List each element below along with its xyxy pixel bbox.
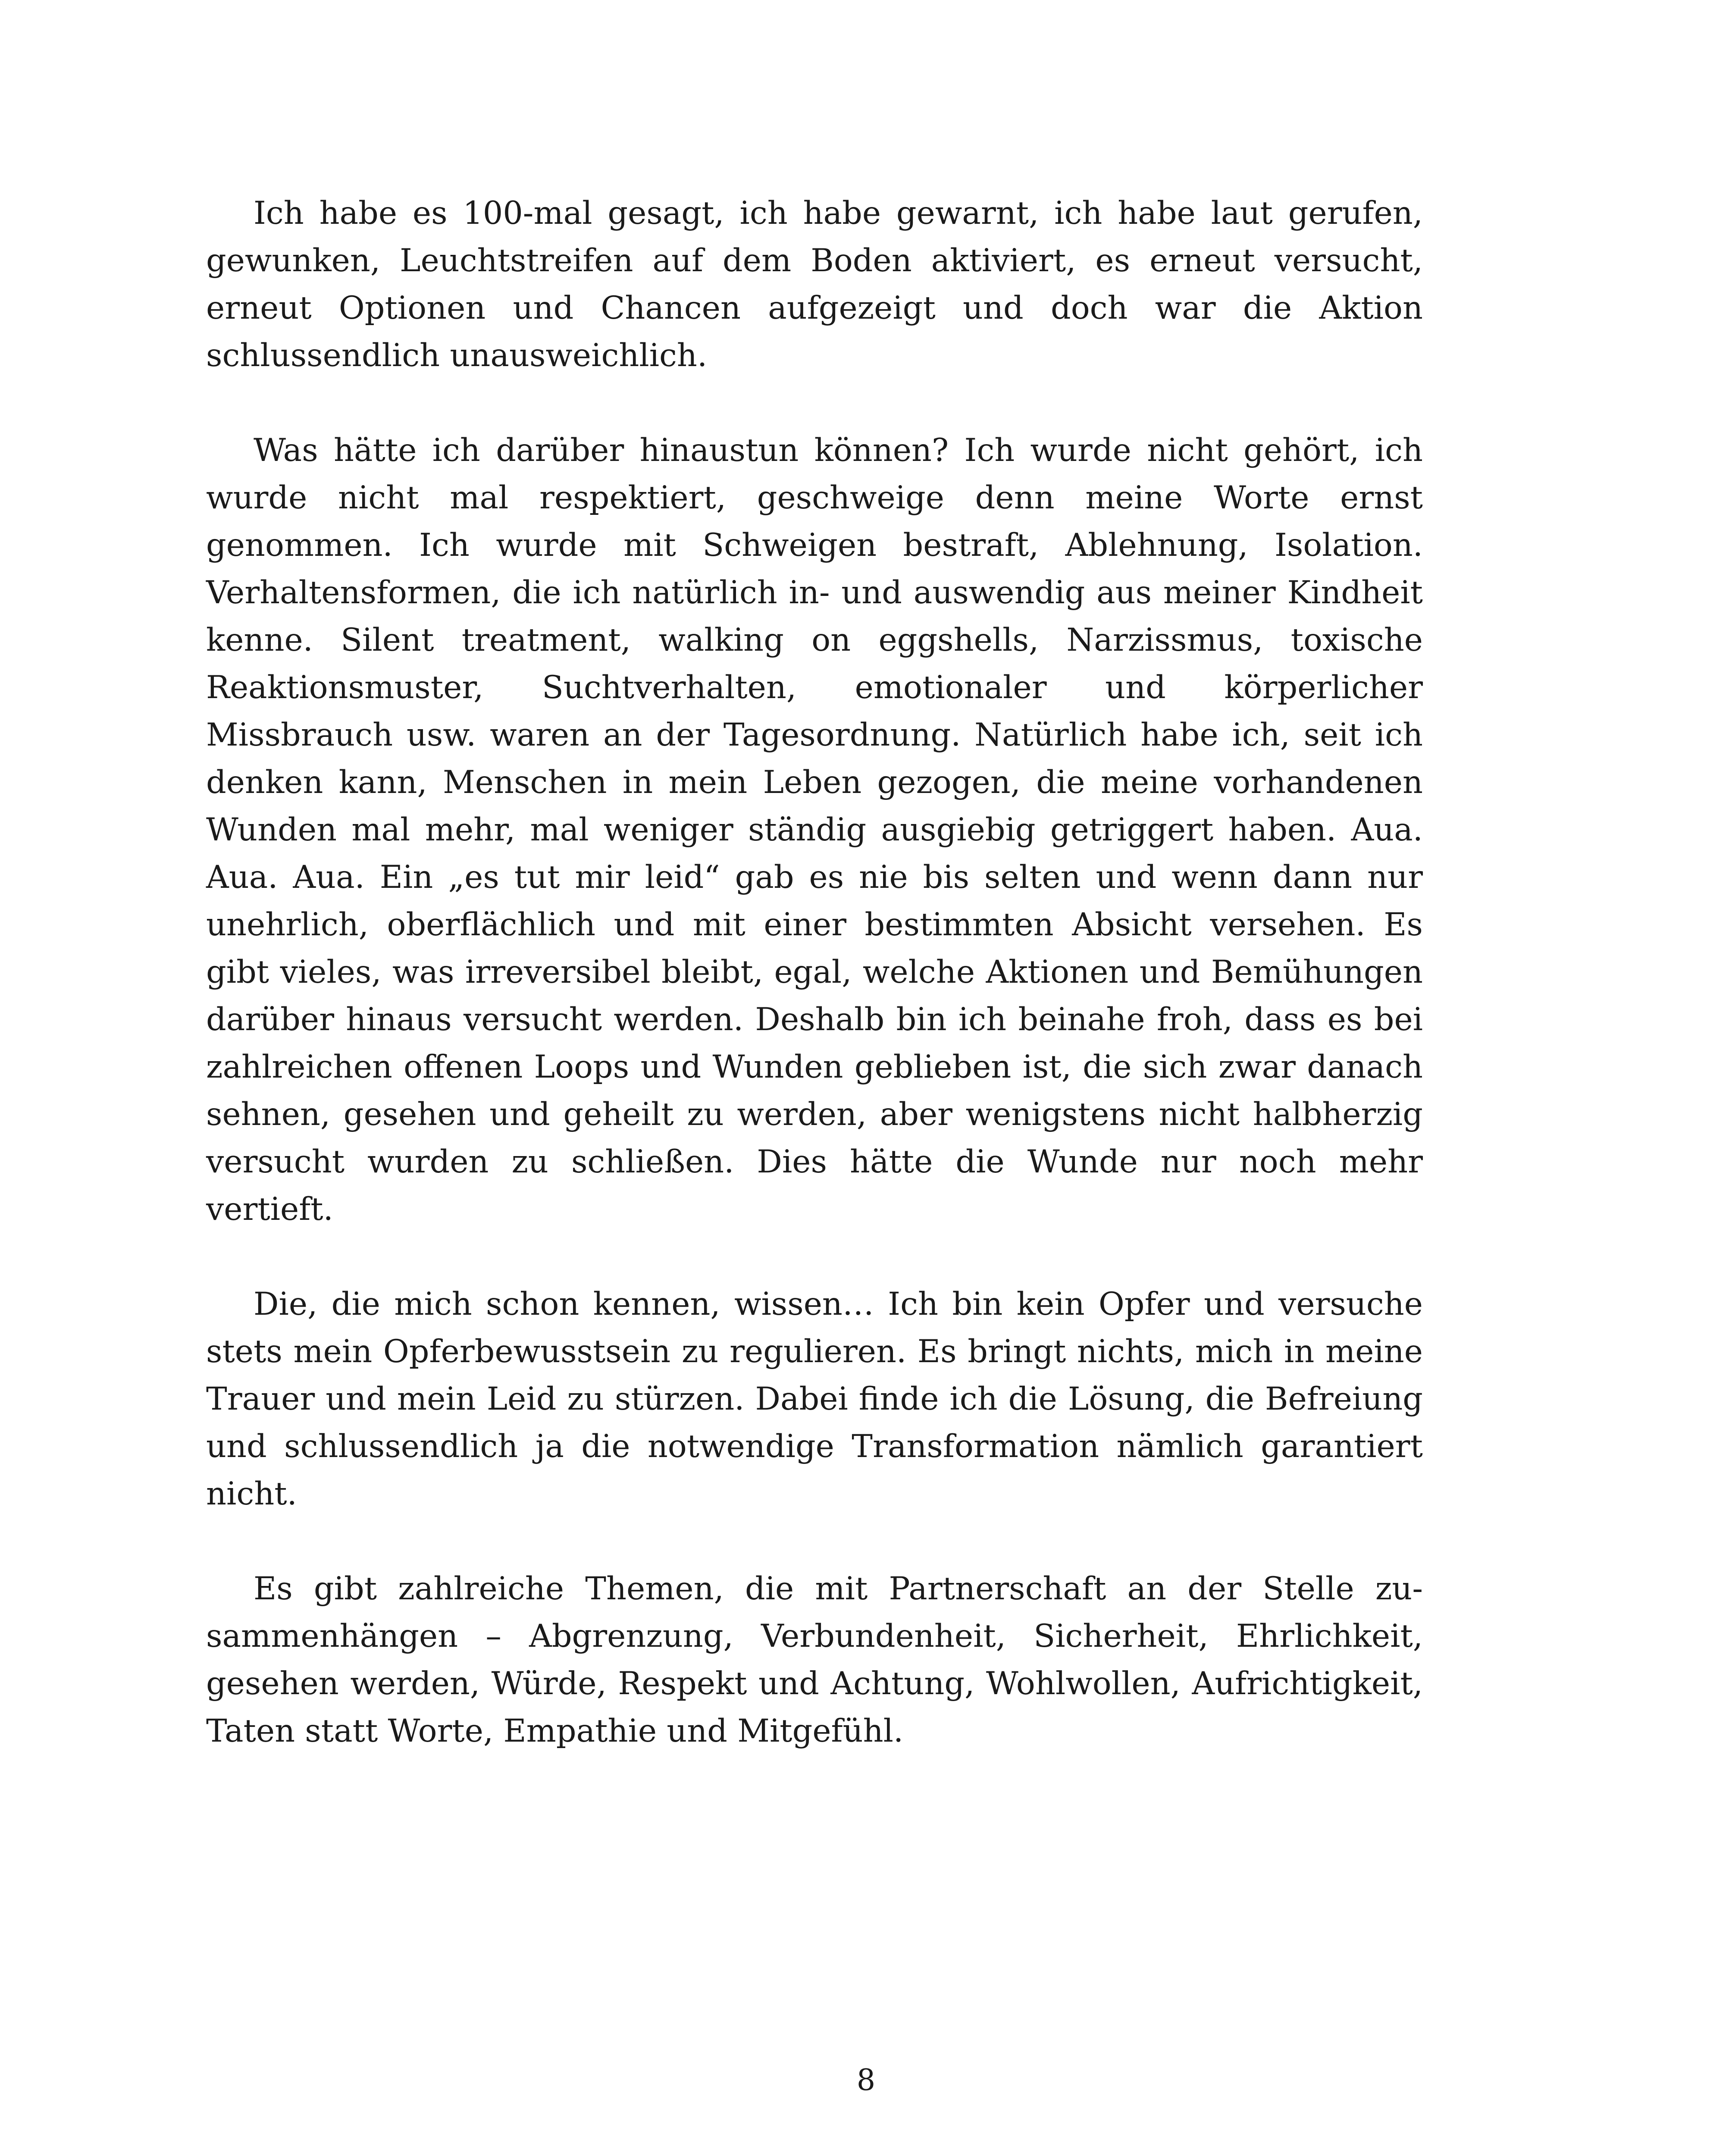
body-text bbox=[206, 190, 1423, 1755]
paragraph-3: Die, die mich schon kennen, wissen… Ich bin kein Opfer und versuche stets mein Opferbewusstsein zu regulieren. Es bringt nichts, mich in meine Trauer und mein Leid zu stürzen. Dabei finde ich die Lösung, die Befreiung und schlussendlich ja die notwendige Transformation nämlich garantiert nicht. bbox=[206, 1286, 1423, 1512]
paragraph-1: Ich habe es 100-mal gesagt, ich habe gewarnt, ich habe laut gerufen, gewunken, Leuchtstreifen auf dem Boden aktiviert, es erneut versucht, erneut Optionen und Chancen aufgezeigt und doch war die Aktion schlussendlich unausweichlich. bbox=[206, 195, 1423, 374]
page-number: 8 bbox=[856, 2063, 876, 2097]
paragraph-4: Es gibt zahlreiche Themen, die mit Partnerschaft an der Stelle zusammenhängen – Abgrenzung, Verbundenheit, Sicherheit, Ehrlichkeit, gesehen werden, Würde, Respekt und Achtung, Wohlwollen, Aufrichtigkeit, Taten statt Worte, Empathie und Mitgefühl. bbox=[206, 1570, 1423, 1749]
paragraph-2: Was hätte ich darüber hinaustun können? Ich wurde nicht gehört, ich wurde nicht mal respektiert, geschweige denn meine Worte ernst genommen. Ich wurde mit Schweigen bestraft, Ablehnung, Isolation. Verhaltensformen, die ich natürlich in- und auswendig aus meiner Kindheit kenne. Silent treatment, walking on eggshells, Narzissmus, toxische Reaktionsmuster, Suchtverhalten, emotionaler und körperlicher Missbrauch usw. waren an der Tagesordnung. Natürlich habe ich, seit ich denken kann, Menschen in mein Leben gezogen, die meine vorhandenen Wunden mal mehr, mal weniger ständig ausgiebig getriggert haben. Aua. Aua. Aua. Ein „es tut mir leid“ gab es nie bis selten und wenn dann nur unehrlich, oberflächlich und mit einer bestimmten Absicht versehen. Es gibt vieles, was irreversibel bleibt, egal, welche Aktionen und Bemühungen darüber hinaus versucht werden. Deshalb bin ich beinahe froh, dass es bei zahlreichen offenen Loops und Wunden geblieben ist, die sich zwar danach sehnen, gesehen und geheilt zu werden, aber wenigstens nicht halbherzig versucht wurden zu schließen. Dies hätte die Wunde nur noch mehr vertieft. bbox=[206, 432, 1423, 1228]
